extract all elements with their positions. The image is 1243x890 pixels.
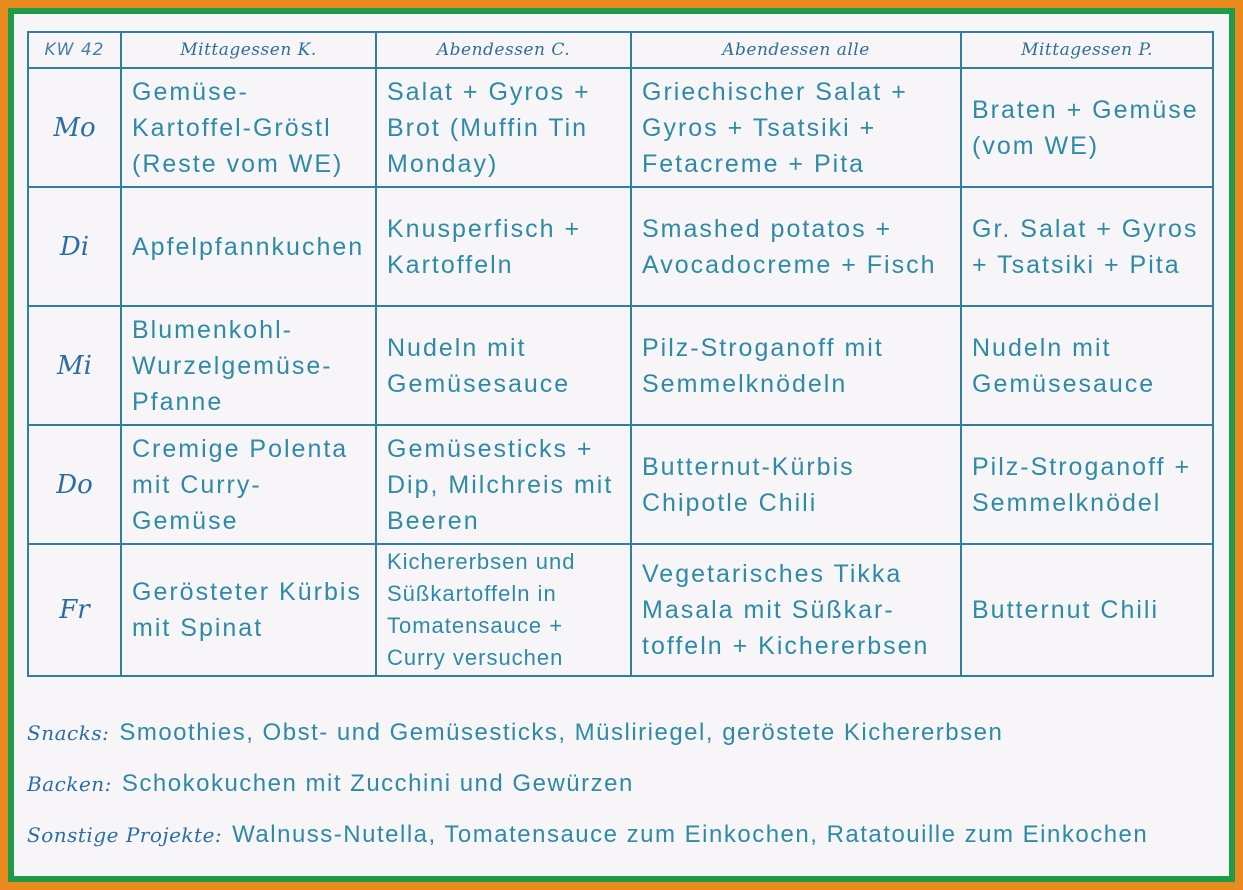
meal-cell: Kichererbsen und Süßkartoffeln in Tomatensauce + Curry versuchen — [376, 544, 631, 676]
projects-label: Sonstige Projekte: — [27, 823, 223, 847]
baking-label: Backen: — [27, 772, 112, 796]
meal-cell: Gerösteter Kürbis mit Spinat — [121, 544, 376, 676]
week-number: KW 42 — [28, 32, 121, 68]
meal-cell: Nudeln mit Gemüsesauce — [376, 306, 631, 425]
baking-text: Schokokuchen mit Zucchini und Gewürzen — [121, 770, 634, 797]
meal-cell: Salat + Gyros + Brot (Muffin Tin Monday) — [376, 68, 631, 187]
meal-cell: Pilz-Stroganoff + Semmelknödel — [961, 425, 1213, 544]
snacks-label: Snacks: — [27, 721, 110, 745]
meal-cell: Apfelpfannkuchen — [121, 187, 376, 306]
column-header-lunch-p: Mittagessen P. — [961, 32, 1213, 68]
meal-cell: Cremige Polenta mit Curry- Gemüse — [121, 425, 376, 544]
table-row — [28, 544, 1213, 676]
table-row — [28, 68, 1213, 187]
meal-cell: Griechischer Salat + Gyros + Tsatsiki + Fetacreme + Pita — [631, 68, 961, 187]
table-row — [28, 306, 1213, 425]
column-header-dinner-all: Abendessen alle — [631, 32, 961, 68]
meal-cell: Butternut Chili — [961, 544, 1213, 676]
column-header-lunch-k: Mittagessen K. — [121, 32, 376, 68]
table-row — [28, 425, 1213, 544]
meal-cell: Butternut-Kürbis Chipotle Chili — [631, 425, 961, 544]
snacks-note — [27, 719, 1003, 747]
day-label: Do — [28, 425, 121, 544]
meal-cell: Pilz-Stroganoff mit Semmelknödeln — [631, 306, 961, 425]
meal-cell: Braten + Gemüse (vom WE) — [961, 68, 1213, 187]
day-label: Mo — [28, 68, 121, 187]
baking-note — [27, 770, 634, 798]
meal-cell: Knusperfisch + Kartoffeln — [376, 187, 631, 306]
header-row — [28, 32, 1213, 68]
meal-cell: Gr. Salat + Gyros + Tsatsiki + Pita — [961, 187, 1213, 306]
day-label: Fr — [28, 544, 121, 676]
meal-cell: Gemüse- Kartoffel-Gröstl (Reste vom WE) — [121, 68, 376, 187]
meal-cell: Blumenkohl- Wurzelgemüse- Pfanne — [121, 306, 376, 425]
column-header-dinner-c: Abendessen C. — [376, 32, 631, 68]
day-label: Di — [28, 187, 121, 306]
snacks-text: Smoothies, Obst- und Gemüsesticks, Müsliriegel, geröstete Kichererbsen — [119, 719, 1004, 746]
meal-plan-table — [27, 31, 1214, 677]
meal-cell: Nudeln mit Gemüsesauce — [961, 306, 1213, 425]
meal-cell: Vegetarisches Tikka Masala mit Süßkar- toffeln + Kichererbsen — [631, 544, 961, 676]
projects-note — [27, 821, 1148, 849]
day-label: Mi — [28, 306, 121, 425]
meal-cell: Smashed potatos + Avocadocreme + Fisch — [631, 187, 961, 306]
table-row — [28, 187, 1213, 306]
projects-text: Walnuss-Nutella, Tomatensauce zum Einkochen, Ratatouille zum Einkochen — [232, 821, 1149, 848]
meal-cell: Gemüsesticks + Dip, Milchreis mit Beeren — [376, 425, 631, 544]
